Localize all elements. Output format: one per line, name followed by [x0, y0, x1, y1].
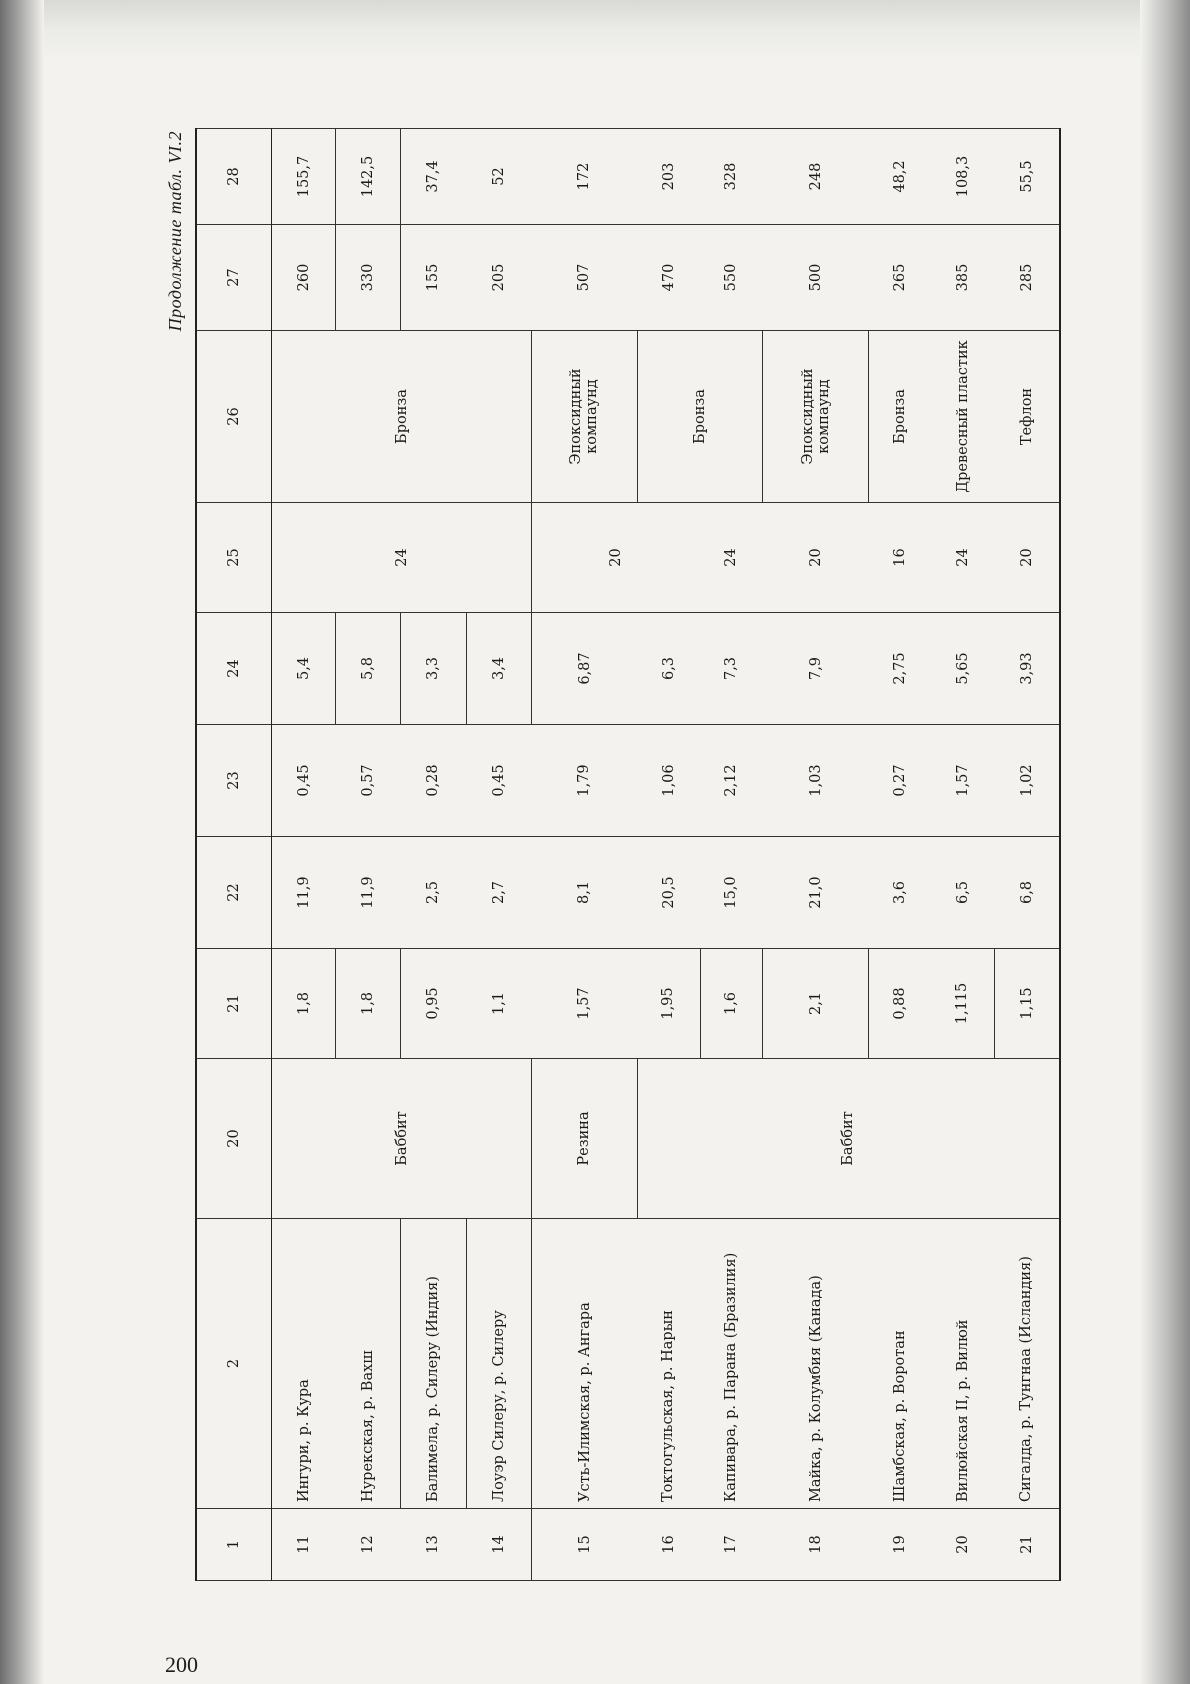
value-cell: 52 — [466, 129, 532, 225]
col-header: 21 — [196, 949, 272, 1059]
scan-shadow-top — [0, 0, 1190, 60]
value-cell: 2,5 — [400, 837, 466, 949]
table-row — [763, 129, 868, 1581]
col-header: 1 — [196, 1509, 272, 1581]
col-header: 25 — [196, 503, 272, 613]
rotated-table-block — [161, 129, 1063, 1581]
row-number: 16 — [637, 1509, 700, 1581]
col-header: 24 — [196, 613, 272, 725]
value-cell: 1,57 — [532, 949, 637, 1059]
material-cell: Бронза — [637, 331, 763, 503]
value-cell: 3,3 — [400, 613, 466, 725]
row-number: 17 — [700, 1509, 763, 1581]
value-cell: 2,1 — [763, 949, 868, 1059]
scan-shadow-left — [0, 0, 44, 1684]
row-number: 14 — [466, 1509, 532, 1581]
table-row — [532, 129, 637, 1581]
material-cell: Резина — [532, 1059, 637, 1219]
value-cell: 1,8 — [336, 949, 400, 1059]
table-row — [868, 129, 931, 1581]
value-cell: 2,12 — [700, 725, 763, 837]
value-cell: 260 — [272, 225, 336, 331]
value-cell: 1,03 — [763, 725, 868, 837]
material-cell: Тефлон — [994, 331, 1060, 503]
table-row — [637, 129, 700, 1581]
table-caption: Продолжение табл. VI.2 — [165, 131, 185, 332]
col-header: 26 — [196, 331, 272, 503]
value-cell: 0,95 — [400, 949, 466, 1059]
value-cell: 155 — [400, 225, 466, 331]
value-cell: 20,5 — [637, 837, 700, 949]
value-cell: 2,75 — [868, 613, 931, 725]
value-cell: 385 — [931, 225, 994, 331]
value-cell: 20 — [763, 503, 868, 613]
material-cell: Древесный пластик — [931, 331, 994, 503]
material-cell: Эпоксидный компаунд — [763, 331, 868, 503]
value-cell: 11,9 — [272, 837, 336, 949]
value-cell: 48,2 — [868, 129, 931, 225]
material-cell: Бронза — [272, 331, 532, 503]
header-row — [196, 129, 272, 1581]
material-cell: Баббит — [272, 1059, 532, 1219]
station-name: Майка, р. Колумбия (Канада) — [763, 1219, 868, 1509]
col-header: 28 — [196, 129, 272, 225]
station-name: Нурекская, р. Вахш — [336, 1219, 400, 1509]
value-cell: 20 — [994, 503, 1060, 613]
value-cell: 0,88 — [868, 949, 931, 1059]
station-name: Сигалда, р. Тунгнаа (Исландия) — [994, 1219, 1060, 1509]
scan-shadow-right — [1140, 0, 1190, 1684]
station-name: Балимела, р. Силеру (Индия) — [400, 1219, 466, 1509]
data-table — [195, 128, 1061, 1581]
value-cell: 203 — [637, 129, 700, 225]
value-cell: 24 — [272, 503, 532, 613]
value-cell: 37,4 — [400, 129, 466, 225]
value-cell: 3,6 — [868, 837, 931, 949]
row-number: 20 — [931, 1509, 994, 1581]
value-cell: 108,3 — [931, 129, 994, 225]
value-cell: 6,3 — [637, 613, 700, 725]
value-cell: 3,4 — [466, 613, 532, 725]
row-number: 19 — [868, 1509, 931, 1581]
row-number: 13 — [400, 1509, 466, 1581]
value-cell: 15,0 — [700, 837, 763, 949]
value-cell: 6,5 — [931, 837, 994, 949]
value-cell: 0,45 — [466, 725, 532, 837]
row-number: 18 — [763, 1509, 868, 1581]
station-name: Токтогульская, р. Нарын — [637, 1219, 700, 1509]
value-cell: 1,1 — [466, 949, 532, 1059]
value-cell: 8,1 — [532, 837, 637, 949]
value-cell: 55,5 — [994, 129, 1060, 225]
value-cell: 1,57 — [931, 725, 994, 837]
value-cell: 1,95 — [637, 949, 700, 1059]
value-cell: 550 — [700, 225, 763, 331]
station-name: Ингури, р. Кура — [272, 1219, 336, 1509]
row-number: 12 — [336, 1509, 400, 1581]
value-cell: 1,115 — [931, 949, 994, 1059]
value-cell: 1,02 — [994, 725, 1060, 837]
value-cell: 265 — [868, 225, 931, 331]
value-cell: 0,27 — [868, 725, 931, 837]
value-cell: 5,4 — [272, 613, 336, 725]
row-number: 11 — [272, 1509, 336, 1581]
value-cell: 6,87 — [532, 613, 637, 725]
value-cell: 500 — [763, 225, 868, 331]
material-cell: Баббит — [637, 1059, 1060, 1219]
value-cell: 328 — [700, 129, 763, 225]
value-cell: 20 — [532, 503, 700, 613]
station-name: Лоуэр Силеру, р. Силеру — [466, 1219, 532, 1509]
value-cell: 24 — [931, 503, 994, 613]
col-header: 22 — [196, 837, 272, 949]
value-cell: 2,7 — [466, 837, 532, 949]
value-cell: 3,93 — [994, 613, 1060, 725]
value-cell: 248 — [763, 129, 868, 225]
table-row — [994, 129, 1060, 1581]
value-cell: 7,9 — [763, 613, 868, 725]
value-cell: 7,3 — [700, 613, 763, 725]
value-cell: 5,8 — [336, 613, 400, 725]
page-number: 200 — [165, 1652, 198, 1677]
value-cell: 142,5 — [336, 129, 400, 225]
table-row — [272, 129, 336, 1581]
station-name: Капивара, р. Парана (Бразилия) — [700, 1219, 763, 1509]
row-number: 21 — [994, 1509, 1060, 1581]
value-cell: 470 — [637, 225, 700, 331]
value-cell: 0,28 — [400, 725, 466, 837]
col-header: 27 — [196, 225, 272, 331]
value-cell: 172 — [532, 129, 637, 225]
value-cell: 5,65 — [931, 613, 994, 725]
value-cell: 6,8 — [994, 837, 1060, 949]
value-cell: 16 — [868, 503, 931, 613]
value-cell: 1,15 — [994, 949, 1060, 1059]
material-cell: Бронза — [868, 331, 931, 503]
value-cell: 1,6 — [700, 949, 763, 1059]
value-cell: 1,06 — [637, 725, 700, 837]
value-cell: 21,0 — [763, 837, 868, 949]
station-name: Вилюйская II, р. Вилюй — [931, 1219, 994, 1509]
value-cell: 11,9 — [336, 837, 400, 949]
col-header: 23 — [196, 725, 272, 837]
station-name: Шамбская, р. Воротан — [868, 1219, 931, 1509]
value-cell: 507 — [532, 225, 637, 331]
value-cell: 24 — [700, 503, 763, 613]
value-cell: 0,57 — [336, 725, 400, 837]
value-cell: 330 — [336, 225, 400, 331]
station-name: Усть-Илимская, р. Ангара — [532, 1219, 637, 1509]
value-cell: 1,79 — [532, 725, 637, 837]
table-row — [931, 129, 994, 1581]
col-header: 20 — [196, 1059, 272, 1219]
material-cell: Эпоксидный компаунд — [532, 331, 637, 503]
value-cell: 285 — [994, 225, 1060, 331]
value-cell: 0,45 — [272, 725, 336, 837]
row-number: 15 — [532, 1509, 637, 1581]
value-cell: 205 — [466, 225, 532, 331]
col-header: 2 — [196, 1219, 272, 1509]
value-cell: 1,8 — [272, 949, 336, 1059]
value-cell: 155,7 — [272, 129, 336, 225]
